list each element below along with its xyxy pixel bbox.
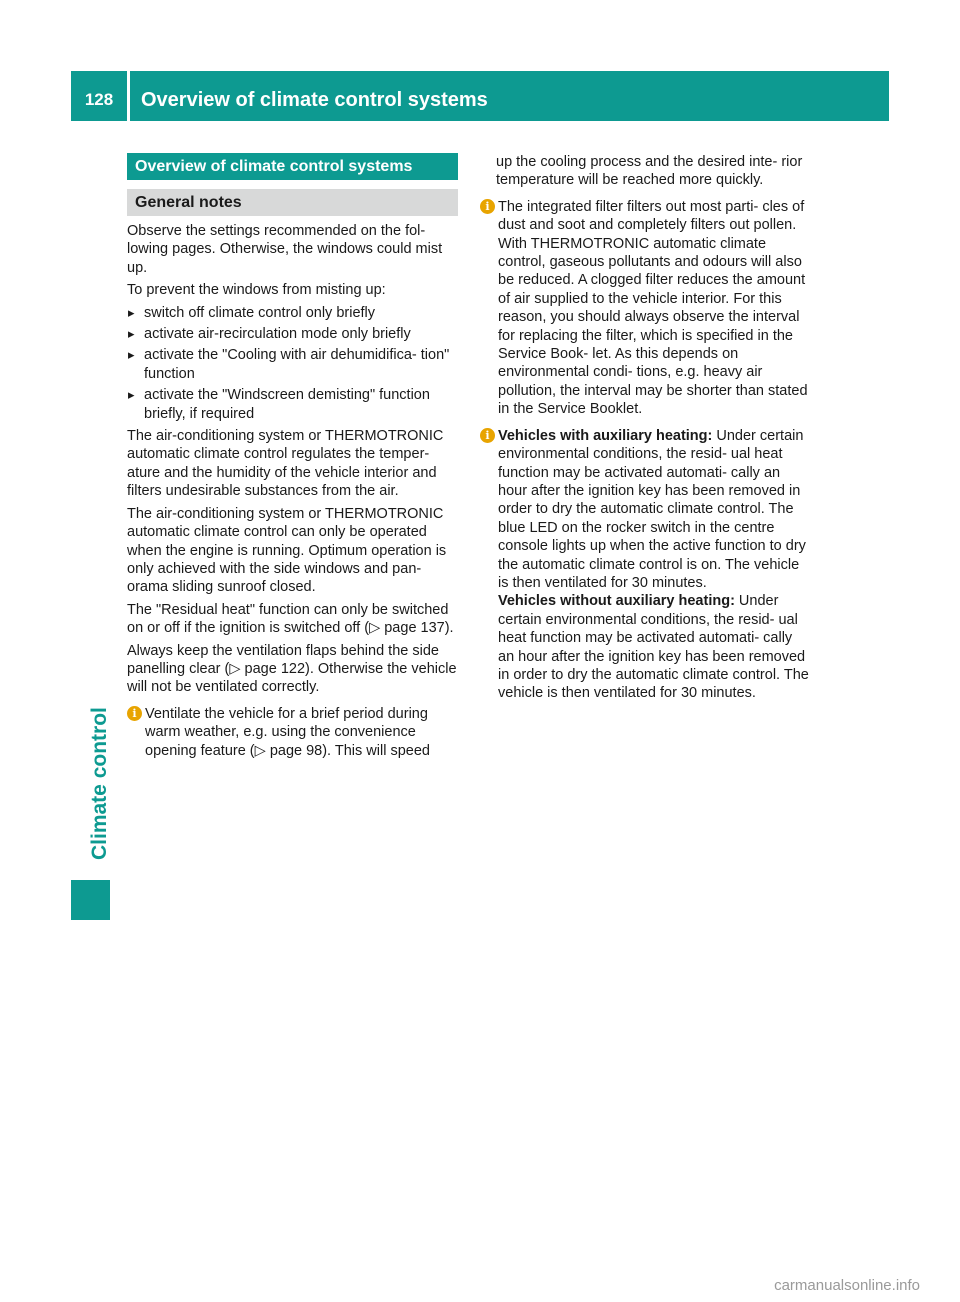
page-number: 128 [84,90,114,109]
info-text: The integrated filter filters out most parti- cles of dust and soot and completely filters out pollen. With THERMOTRONIC automatic climate control, gaseous pollutants and odours will also be reduced. A clogged filter reduces the amount of air supplied to the vehicle interior. For this reason, you should always observe the interval for replacing the filter, which is specified in the Service Book- let. As this depends on environmental condi- tions, e.g. heavy air pollution, the interval may be shorter than stated in the Service Booklet. [498,198,808,418]
info-text: up the cooling process and the desired inte- rior temperature will be reached more quickly. [496,154,803,189]
list-item: ▸ switch off climate control only briefly [128,304,376,321]
section-title: Overview of climate control systems [127,153,458,180]
info-note [480,198,812,419]
info-text: Vehicles without auxiliary heating: Under certain environmental conditions, the resid- ual heat function may be activated automati- cally an hour after the ignition key has been removed in order to dry the automatic climate control. The vehicle is then ventilated for 30 minutes. [498,593,809,702]
info-icon: i [480,428,495,443]
page-header [71,71,889,121]
list-item: ▸ activate air-recirculation mode only briefly [128,326,411,343]
info-icon: i [127,706,142,721]
subsection-title: General notes [127,189,458,216]
info-text: Ventilate the vehicle for a brief period during warm weather, e.g. using the convenience opening feature (▷ page 98). This will speed [145,705,430,759]
list-item: ▸ activate the "Windscreen demisting" function briefly, if required [128,387,430,422]
side-chapter-text: Climate control [88,707,111,860]
info-note [127,705,458,760]
side-chapter-marker [71,880,110,920]
info-heading: Vehicles without auxiliary heating: [498,593,735,610]
paragraph: Observe the settings recommended on the fol- lowing pages. Otherwise, the windows could mist up. [127,223,443,276]
paragraph: The air-conditioning system or THERMOTRONIC automatic climate control regulates the temper- ature and the humidity of the vehicle interior and filters undesirable substances from the air. [127,428,444,500]
bullet-icon: ▸ [128,387,135,403]
list-item: ▸ activate the "Cooling with air dehumidifica- tion" function [128,347,450,382]
paragraph: The air-conditioning system or THERMOTRONIC automatic climate control can only be operated when the engine is running. Optimum operation is only achieved with the side windows and pan- orama sliding sunroof closed. [127,505,447,596]
side-chapter-label [80,300,120,860]
info-heading: Vehicles with auxiliary heating: [498,427,713,444]
paragraph: To prevent the windows from misting up: [127,282,386,299]
bullet-list [127,304,458,423]
right-column [480,153,812,709]
info-note [480,427,812,703]
left-column [127,153,458,766]
bullet-icon: ▸ [128,304,135,320]
continued-note [480,153,812,190]
bullet-icon: ▸ [128,326,135,342]
paragraph: The "Residual heat" function can only be switched on or off if the ignition is switched off (▷ page 137). [127,601,454,637]
info-icon: i [480,199,495,214]
watermark: carmanualsonline.info [774,1277,920,1294]
header-title: Overview of climate control systems [141,89,488,111]
info-text: Vehicles with auxiliary heating: Under certain environmental conditions, the resid- ual heat function may be activated automati- cally an hour after the ignition key has been removed in order to dry the automatic climate control. The blue LED on the rocker switch in the centre console lights up when the active function to dry the automatic climate control is on. The vehicle is then ventilated for 30 minutes. [498,427,806,591]
header-divider [127,71,130,121]
bullet-icon: ▸ [128,347,135,363]
paragraph: Always keep the ventilation flaps behind the side panelling clear (▷ page 122). Otherwise the vehicle will not be ventilated correctly. [127,642,457,696]
